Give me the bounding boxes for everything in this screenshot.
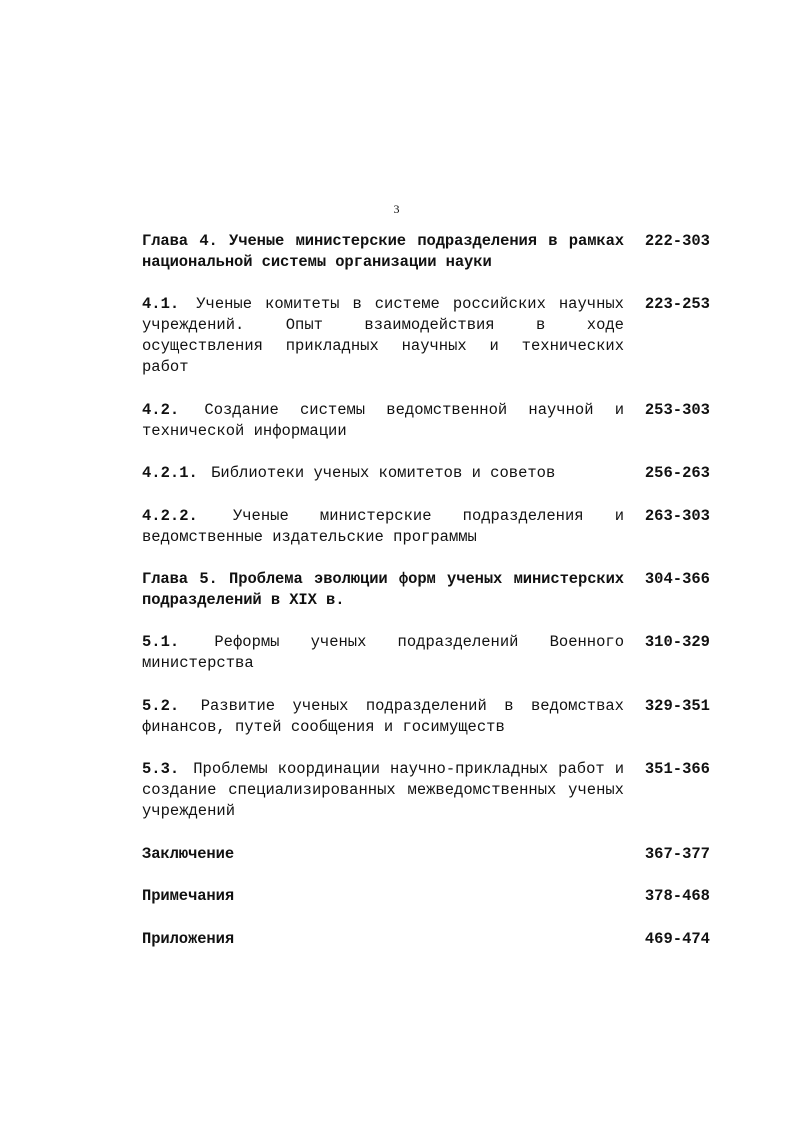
- toc-entry-title: [142, 929, 624, 950]
- toc-entry-text: Ученые комитеты в системе российских научных учреждений. Опыт взаимодействия в ходе осуществления прикладных научных и технических работ: [142, 295, 624, 376]
- toc-entry-chapter-5[interactable]: [142, 569, 710, 611]
- page-number: 3: [393, 202, 400, 216]
- toc-entry-title: [142, 759, 624, 822]
- toc-entry-number: 5.3.: [142, 760, 180, 778]
- toc-entry-appendices[interactable]: [142, 929, 710, 950]
- toc-entry-number: 4.2.1.: [142, 464, 198, 482]
- toc-entry-number: 4.2.: [142, 401, 180, 419]
- toc-entry-number: 4.2.2.: [142, 507, 198, 525]
- toc-entry-5-2[interactable]: [142, 696, 710, 738]
- toc-entry-text: Реформы ученых подразделений Военного министерства: [142, 633, 624, 672]
- toc-entry-pages: 378-468: [644, 887, 710, 905]
- toc-entry-notes[interactable]: [142, 886, 710, 907]
- toc-entry-5-1[interactable]: [142, 632, 710, 674]
- toc-entry-title: [142, 400, 624, 442]
- toc-entry-pages: 304-366: [644, 570, 710, 588]
- toc-entry-title: [142, 294, 624, 378]
- toc-entry-4-2[interactable]: [142, 400, 710, 442]
- toc-entry-number: 5.2.: [142, 697, 180, 715]
- toc-entry-4-2-2[interactable]: [142, 506, 710, 548]
- toc-entry-pages: 367-377: [644, 845, 710, 863]
- toc-entry-pages: 263-303: [644, 507, 710, 525]
- toc-entry-title: [142, 506, 624, 548]
- toc-entry-title: [142, 696, 624, 738]
- toc-entry-text: Приложения: [142, 930, 235, 948]
- toc-entry-4-1[interactable]: [142, 294, 710, 378]
- toc-entry-text: Примечания: [142, 887, 235, 905]
- toc-entry-title: [142, 569, 624, 611]
- toc-entry-text: Глава 4. Ученые министерские подразделения в рамках национальной системы организации науки: [142, 232, 624, 271]
- toc-entry-title: [142, 463, 624, 484]
- toc-entry-pages: 310-329: [644, 633, 710, 651]
- toc-entry-text: Библиотеки ученых комитетов и советов: [211, 464, 556, 482]
- toc-entry-text: Глава 5. Проблема эволюции форм ученых министерских подразделений в XIX в.: [142, 570, 624, 609]
- toc-entry-pages: 469-474: [644, 930, 710, 948]
- toc-entry-number: 4.1.: [142, 295, 180, 313]
- toc-entry-title: [142, 231, 624, 273]
- toc-entry-text: Заключение: [142, 845, 235, 863]
- toc-entry-text: Создание системы ведомственной научной и технической информации: [142, 401, 624, 440]
- toc-entry-pages: 253-303: [644, 401, 710, 419]
- toc-entry-text: Развитие ученых подразделений в ведомствах финансов, путей сообщения и госимуществ: [142, 697, 624, 736]
- toc-entry-pages: 351-366: [644, 760, 710, 778]
- toc-entry-number: 5.1.: [142, 633, 180, 651]
- toc-entry-title: [142, 886, 624, 907]
- toc-entry-pages: 222-303: [644, 232, 710, 250]
- toc-entry-text: Ученые министерские подразделения и ведомственные издательские программы: [142, 507, 624, 546]
- toc-entry-pages: 256-263: [644, 464, 710, 482]
- toc-entry-title: [142, 844, 624, 865]
- toc-entry-title: [142, 632, 624, 674]
- toc-entry-chapter-4[interactable]: [142, 231, 710, 273]
- toc-entry-conclusion[interactable]: [142, 844, 710, 865]
- toc-entry-5-3[interactable]: [142, 759, 710, 822]
- toc-entry-text: Проблемы координации научно-прикладных работ и создание специализированных межведомственных ученых учреждений: [142, 760, 624, 820]
- toc-entry-pages: 223-253: [644, 295, 710, 313]
- toc-entry-4-2-1[interactable]: [142, 463, 710, 484]
- toc-entry-pages: 329-351: [644, 697, 710, 715]
